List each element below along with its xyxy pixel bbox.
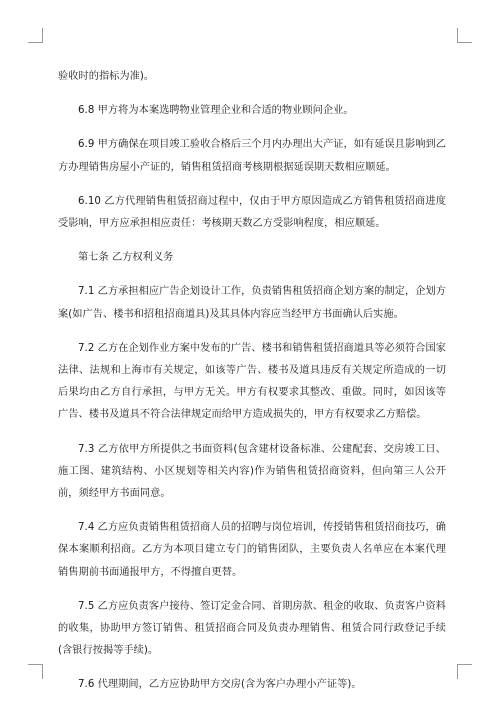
paragraph: 验收时的指标为准)。 <box>58 71 155 82</box>
paragraph: 7.4 乙方应负责销售租赁招商人员的招聘与岗位培训，传授销售租赁招商技巧，确保本案顺利招商。乙方为本项目建立专门的销售团队，主要负责人名单应在本案代理销售期前书面通报甲方，不得擅自更替。 <box>58 522 446 578</box>
crop-mark-bottom-right <box>457 664 472 679</box>
crop-mark-top-right <box>457 28 472 43</box>
paragraph: 7.1 乙方承担相应广告企划设计工作，负责销售租赁招商企划方案的制定，企划方案(如广告、楼书和招租招商道具)及其具体内容应当经甲方书面确认后实施。 <box>58 286 446 320</box>
paragraph: 7.5 乙方应负责客户接待、签订定金合同、首期房款、租金的收取、负责客户资料的收集，协助甲方签订销售、租赁招商合同及负责办理销售、租赁合同行政登记手续(含银行按揭等手续)。 <box>58 600 446 657</box>
paragraph: 6.8 甲方将为本案选聘物业管理企业和合适的物业顾问企业。 <box>78 105 354 117</box>
paragraph: 7.2 乙方在企划作业方案中发布的广告、楼书和销售租赁招商道具等必须符合国家法律、法规和上海市有关规定，如该等广告、楼书及道具违反有关规定所造成的一切后果均由乙方自行承担，与甲方无关。甲方有权要求其整改、重做。同时，如因该等广告、楼书及道具不符合法律规定而给甲方造成损失的，甲方有权要求乙方赔偿。 <box>58 342 446 421</box>
crop-mark-bottom-left <box>28 664 43 679</box>
paragraph: 7.6 代理期间，乙方应协助甲方交房(含为客户办理小产证等)。 <box>78 679 362 691</box>
crop-mark-top-left <box>28 28 43 43</box>
paragraph: 6.9 甲方确保在项目竣工验收合格后三个月内办理出大产证，如有延误且影响到乙方办理销售房屋小产证的，销售租赁招商考核期根据延误期天数相应顺延。 <box>58 139 446 173</box>
document-body <box>58 66 446 709</box>
paragraph: 7.3 乙方依甲方所提供之书面资料(包含建材设备标准、公建配套、交房竣工日、施工图、建筑结构、小区规划等相关内容)作为销售租赁招商资料，但向第三人公开前，须经甲方书面同意。 <box>58 443 446 500</box>
paragraph: 6.10 乙方代理销售租赁招商过程中，仅由于甲方原因造成乙方销售租赁招商进度受影响，甲方应承担相应责任：考核期天数乙方受影响程度，相应顺延。 <box>58 195 446 230</box>
section-heading: 第七条 乙方权利义务 <box>78 252 174 264</box>
